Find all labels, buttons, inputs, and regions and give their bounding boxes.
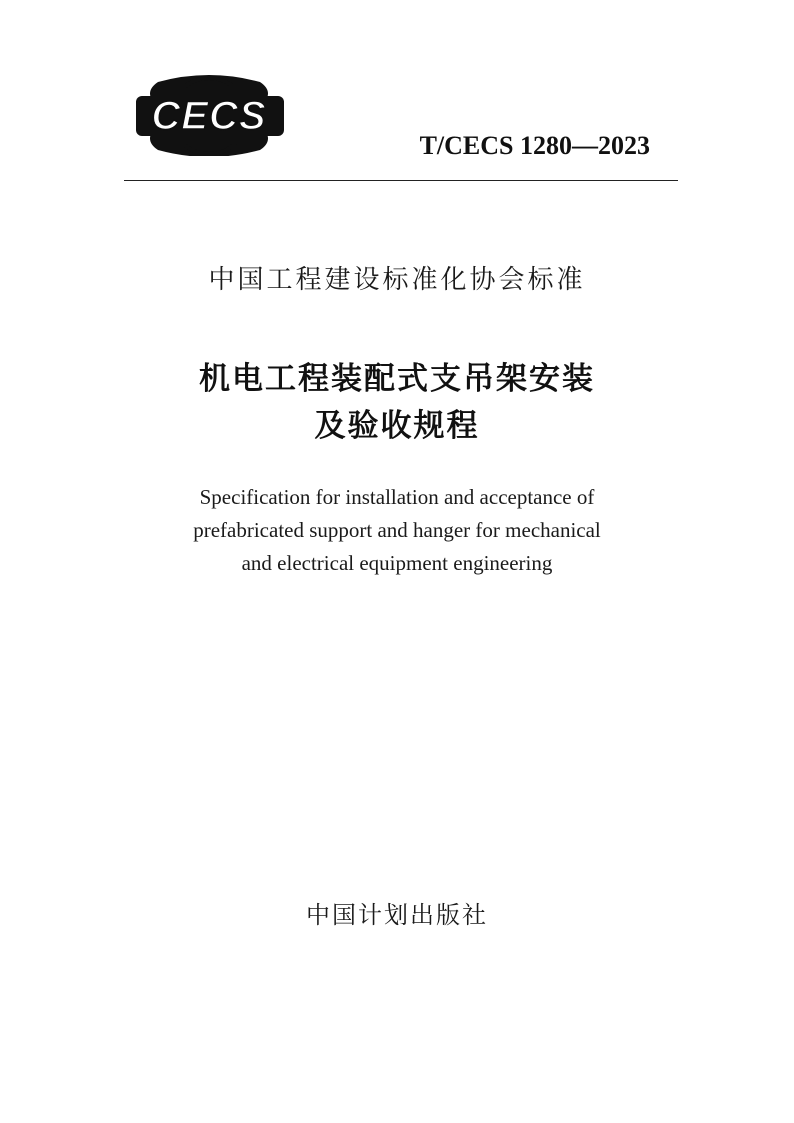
english-title-line-1: Specification for installation and acceptance of — [199, 485, 595, 509]
english-title — [0, 481, 794, 580]
svg-text:CECS: CECS — [151, 94, 267, 138]
document-title-line-2: 及验收规程 — [314, 408, 480, 444]
english-title-line-3: and electrical equipment engineering — [241, 551, 553, 575]
english-title-line-2: prefabricated support and hanger for mechanical — [193, 518, 601, 542]
association-standard-label: 中国工程建设标准化协会标准 — [208, 265, 586, 295]
header-divider — [124, 180, 678, 181]
publisher-name: 中国计划出版社 — [306, 901, 488, 929]
standard-number: T/CECS 1280—2023 — [419, 131, 650, 160]
cecs-logo — [132, 74, 286, 156]
document-title-line-1: 机电工程装配式支吊架安装 — [199, 361, 595, 397]
